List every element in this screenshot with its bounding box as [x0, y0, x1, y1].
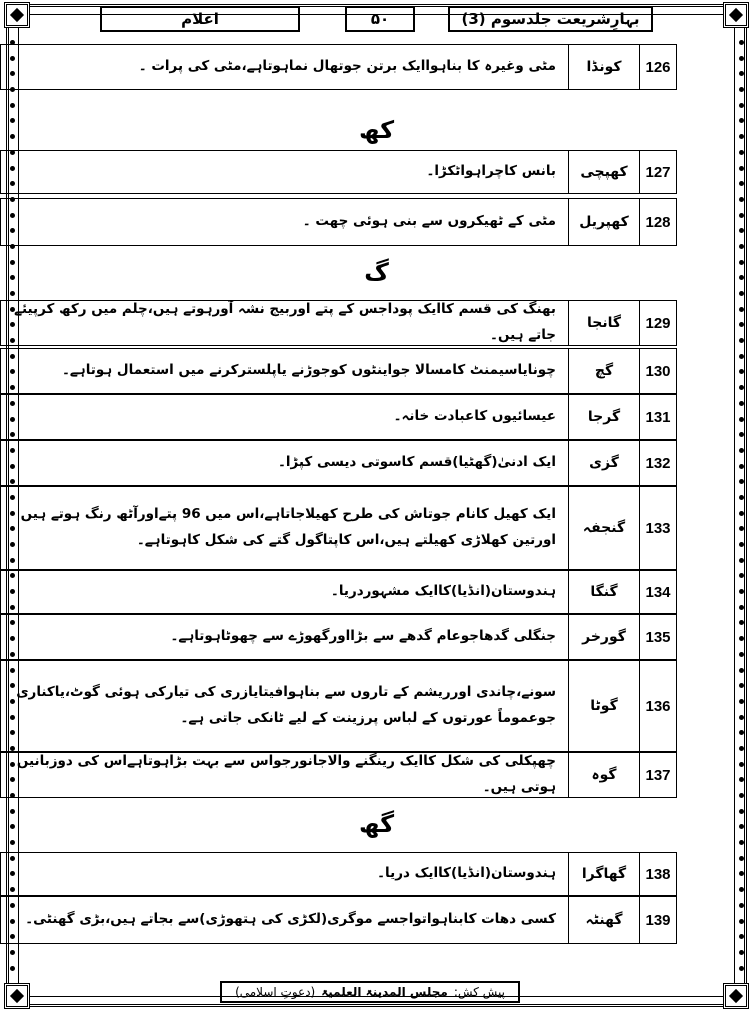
entry-definition: مٹی کے ٹھیکروں سے بنی ہوئی چھت ۔ [302, 213, 556, 230]
entry-word: گھاگرا [568, 853, 639, 895]
entry-word: کھپچی [568, 151, 639, 193]
entry-definition: چھپکلی کی شکل کاایک رینگنے والاجانورجواس سے بہت بڑاہوتاہےاس کی دوزبانیں ہوتی ہیں۔ [16, 753, 556, 795]
section-title: اعلام [100, 6, 300, 32]
footer-prefix: پیش کش: [453, 985, 505, 999]
entry-definition: ایک کھیل کانام جوتاش کی طرح کھیلاجاتاہے،اس میں 96 پتےاورآٹھ رنگ ہوتے ہیں اورتین کھلاڑی کھیلتے ہیں،اس کاپتاگول گتے کی شکل کاہوتاہے۔ [20, 506, 556, 548]
entry-definition: ایک ادنیٰ(گھٹیا)قسم کاسوتی دیسی کپڑا۔ [277, 454, 556, 471]
corner-ornament [4, 2, 30, 28]
entry-word: کھپریل [568, 199, 639, 245]
page-header [100, 6, 653, 32]
entry-word: گچ [568, 349, 639, 393]
entry-number: 135 [639, 615, 676, 659]
glossary-row [0, 752, 677, 798]
entry-definition: مٹی وغیرہ کا بناہواایک برتن جوتھال نماہوتاہے،مٹی کی پرات ۔ [138, 58, 556, 75]
glossary-row [0, 896, 677, 944]
entry-number: 139 [639, 897, 676, 943]
entry-number: 126 [639, 45, 676, 89]
entry-word: کونڈا [568, 45, 639, 89]
entry-definition: کسی دھات کابناہواتواجسے موگری(لکڑی کی ہتھوڑی)سے بجاتے ہیں،بڑی گھنٹی۔ [25, 911, 556, 928]
entry-number: 138 [639, 853, 676, 895]
entry-number: 127 [639, 151, 676, 193]
entry-number: 133 [639, 487, 676, 569]
entry-word: گنگا [568, 571, 639, 613]
entry-definition: سونے،چاندی اورریشم کے تاروں سے بناہوافیتایازری کی تیارکی ہوئی گوٹ،یاکناری جوعموماً عورتوں کے لباس پرزینت کے لیے ٹانکی جاتی ہے۔ [16, 684, 556, 726]
glossary-row [0, 852, 677, 896]
entry-definition: چونایاسیمنٹ کامسالا جواینٹوں کوجوڑنے یاپلسترکرنے میں استعمال ہوتاہے۔ [61, 362, 556, 379]
entry-word: گانجا [568, 301, 639, 345]
entry-word: گوہ [568, 753, 639, 797]
page-footer [220, 981, 520, 1003]
entry-definition: عیسائیوں کاعبادت خانہ۔ [393, 408, 556, 425]
entry-word: گنجفہ [568, 487, 639, 569]
entry-word: گورخر [568, 615, 639, 659]
right-ornament-border [738, 40, 744, 971]
footer-suffix: (دعوتِ اسلامی) [235, 985, 316, 999]
glossary-row [0, 394, 677, 440]
entry-definition: جنگلی گدھاجوعام گدھے سے بڑااورگھوڑے سے چھوٹاہوتاہے۔ [170, 628, 556, 645]
entry-word: گرجا [568, 395, 639, 439]
glossary-row [0, 150, 677, 194]
section-letter-heading: گ [364, 258, 389, 286]
corner-ornament [723, 983, 749, 1009]
entry-number: 137 [639, 753, 676, 797]
entry-word: گھنٹہ [568, 897, 639, 943]
glossary-row [0, 440, 677, 486]
entry-definition: ہندوستان(انڈیا)کاایک مشہوردریا۔ [330, 583, 556, 600]
entry-word: گزی [568, 441, 639, 485]
glossary-row [0, 486, 677, 570]
glossary-row [0, 660, 677, 752]
entry-number: 128 [639, 199, 676, 245]
corner-ornament [723, 2, 749, 28]
entry-number: 136 [639, 661, 676, 751]
glossary-row [0, 614, 677, 660]
glossary-row [0, 348, 677, 394]
book-title: بہارِشریعت جلدسوم (3) [448, 6, 653, 32]
corner-ornament [4, 983, 30, 1009]
entry-number: 134 [639, 571, 676, 613]
entry-number: 129 [639, 301, 676, 345]
entry-number: 130 [639, 349, 676, 393]
entry-definition: ہندوستان(انڈیا)کاایک دریا۔ [377, 865, 556, 882]
entry-number: 131 [639, 395, 676, 439]
page-number: ۵۰ [345, 6, 415, 32]
footer-org: مجلس المدینۃ العلمیۃ [321, 985, 448, 999]
glossary-row [0, 198, 677, 246]
entry-definition: بانس کاچراہواٹکڑا۔ [426, 163, 556, 180]
section-letter-heading: گھ [358, 810, 395, 838]
glossary-row [0, 44, 677, 90]
entry-number: 132 [639, 441, 676, 485]
glossary-row [0, 570, 677, 614]
entry-definition: بھنگ کی قسم کاایک پوداجس کے پتے اوربیج نشہ آورہوتے ہیں،چلم میں رکھ کرپیئے جاتے ہیں۔ [14, 301, 556, 343]
glossary-row [0, 300, 677, 346]
entry-word: گوٹا [568, 661, 639, 751]
section-letter-heading: کھ [358, 116, 395, 144]
